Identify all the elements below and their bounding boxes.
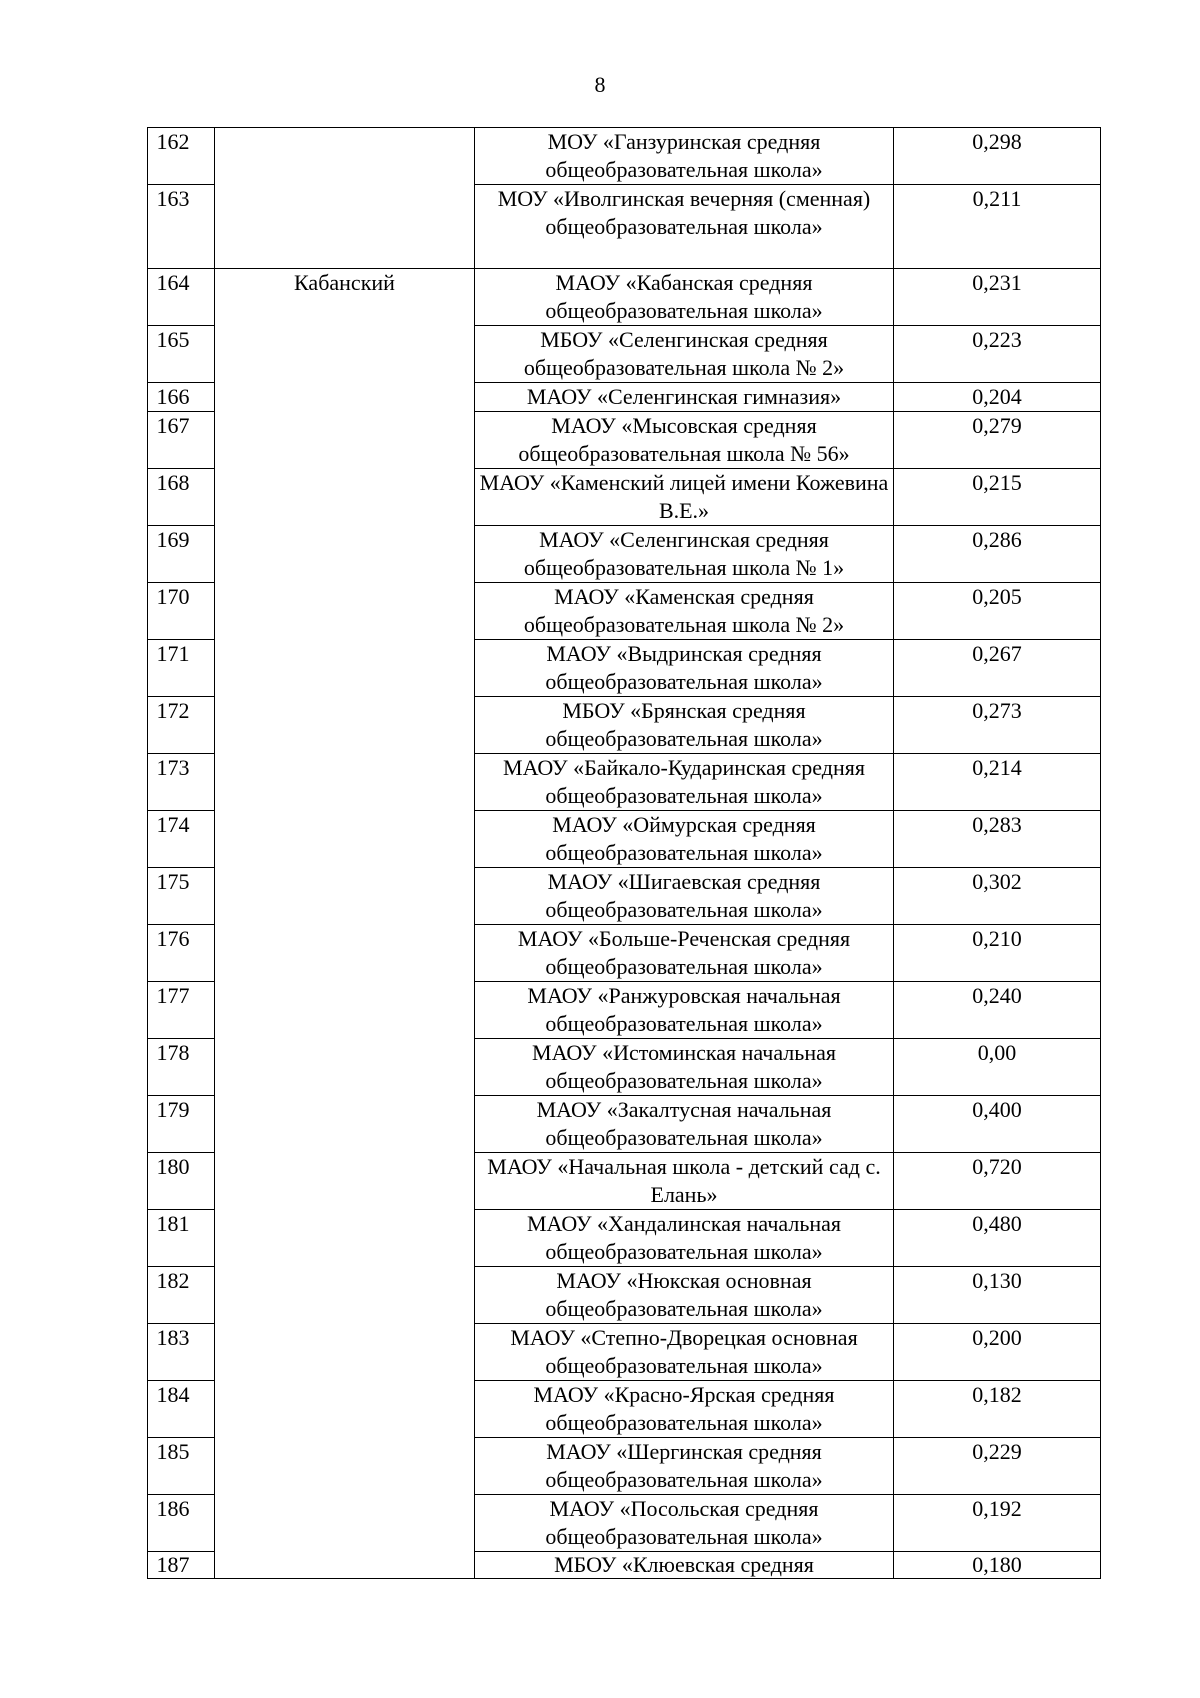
school-name: МАОУ «Степно-Дворецкая основная общеобразовательная школа» <box>475 1324 894 1381</box>
coefficient-value: 0,214 <box>894 754 1101 811</box>
school-name: МАОУ «Ранжуровская начальная общеобразовательная школа» <box>475 982 894 1039</box>
coefficient-value: 0,267 <box>894 640 1101 697</box>
row-number: 167 <box>148 412 215 469</box>
coefficient-value: 0,192 <box>894 1495 1101 1552</box>
school-name: МАОУ «Кабанская средняя общеобразовательная школа» <box>475 269 894 326</box>
school-name: МАОУ «Оймурская средняя общеобразовательная школа» <box>475 811 894 868</box>
school-name: МАОУ «Селенгинская средняя общеобразовательная школа № 1» <box>475 526 894 583</box>
coefficient-value: 0,240 <box>894 982 1101 1039</box>
row-number: 178 <box>148 1039 215 1096</box>
district-cell <box>215 128 475 269</box>
coefficient-value: 0,00 <box>894 1039 1101 1096</box>
school-name: МАОУ «Каменский лицей имени Кожевина В.Е.» <box>475 469 894 526</box>
coefficient-value: 0,210 <box>894 925 1101 982</box>
coefficient-value: 0,480 <box>894 1210 1101 1267</box>
row-number: 182 <box>148 1267 215 1324</box>
row-number: 168 <box>148 469 215 526</box>
schools-table <box>147 127 1101 1579</box>
row-number: 173 <box>148 754 215 811</box>
coefficient-value: 0,720 <box>894 1153 1101 1210</box>
school-name: МАОУ «Каменская средняя общеобразовательная школа № 2» <box>475 583 894 640</box>
school-name: МОУ «Иволгинская вечерняя (сменная) общеобразовательная школа» <box>475 185 894 269</box>
school-name: МАОУ «Красно-Ярская средняя общеобразовательная школа» <box>475 1381 894 1438</box>
table-row <box>148 128 1101 185</box>
row-number: 175 <box>148 868 215 925</box>
row-number: 183 <box>148 1324 215 1381</box>
coefficient-value: 0,286 <box>894 526 1101 583</box>
school-name: МАОУ «Истоминская начальная общеобразовательная школа» <box>475 1039 894 1096</box>
row-number: 166 <box>148 383 215 412</box>
row-number: 185 <box>148 1438 215 1495</box>
table-row <box>148 269 1101 326</box>
coefficient-value: 0,180 <box>894 1552 1101 1579</box>
school-name: МОУ «Ганзуринская средняя общеобразовательная школа» <box>475 128 894 185</box>
school-name: МАОУ «Хандалинская начальная общеобразовательная школа» <box>475 1210 894 1267</box>
school-name: МБОУ «Селенгинская средняя общеобразовательная школа № 2» <box>475 326 894 383</box>
school-name: МАОУ «Мысовская средняя общеобразовательная школа № 56» <box>475 412 894 469</box>
row-number: 181 <box>148 1210 215 1267</box>
school-name: МАОУ «Больше-Реченская средняя общеобразовательная школа» <box>475 925 894 982</box>
coefficient-value: 0,130 <box>894 1267 1101 1324</box>
school-name: МБОУ «Брянская средняя общеобразовательная школа» <box>475 697 894 754</box>
row-number: 177 <box>148 982 215 1039</box>
coefficient-value: 0,400 <box>894 1096 1101 1153</box>
coefficient-value: 0,211 <box>894 185 1101 269</box>
row-number: 171 <box>148 640 215 697</box>
coefficient-value: 0,283 <box>894 811 1101 868</box>
coefficient-value: 0,229 <box>894 1438 1101 1495</box>
row-number: 180 <box>148 1153 215 1210</box>
school-name: МАОУ «Посольская средняя общеобразовательная школа» <box>475 1495 894 1552</box>
school-name: МАОУ «Закалтусная начальная общеобразовательная школа» <box>475 1096 894 1153</box>
row-number: 162 <box>148 128 215 185</box>
page-number: 8 <box>594 72 606 97</box>
school-name: МАОУ «Байкало-Кударинская средняя общеобразовательная школа» <box>475 754 894 811</box>
coefficient-value: 0,302 <box>894 868 1101 925</box>
school-name: МБОУ «Клюевская средняя <box>475 1552 894 1579</box>
row-number: 179 <box>148 1096 215 1153</box>
coefficient-value: 0,273 <box>894 697 1101 754</box>
school-name: МАОУ «Шергинская средняя общеобразовательная школа» <box>475 1438 894 1495</box>
row-number: 163 <box>148 185 215 269</box>
coefficient-value: 0,215 <box>894 469 1101 526</box>
coefficient-value: 0,223 <box>894 326 1101 383</box>
row-number: 169 <box>148 526 215 583</box>
coefficient-value: 0,205 <box>894 583 1101 640</box>
coefficient-value: 0,204 <box>894 383 1101 412</box>
coefficient-value: 0,182 <box>894 1381 1101 1438</box>
row-number: 184 <box>148 1381 215 1438</box>
row-number: 187 <box>148 1552 215 1579</box>
coefficient-value: 0,298 <box>894 128 1101 185</box>
school-name: МАОУ «Начальная школа - детский сад с. Елань» <box>475 1153 894 1210</box>
school-name: МАОУ «Селенгинская гимназия» <box>475 383 894 412</box>
coefficient-value: 0,231 <box>894 269 1101 326</box>
row-number: 165 <box>148 326 215 383</box>
school-name: МАОУ «Шигаевская средняя общеобразовательная школа» <box>475 868 894 925</box>
coefficient-value: 0,200 <box>894 1324 1101 1381</box>
school-name: МАОУ «Нюкская основная общеобразовательная школа» <box>475 1267 894 1324</box>
school-name: МАОУ «Выдринская средняя общеобразовательная школа» <box>475 640 894 697</box>
district-cell: Кабанский <box>215 269 475 1579</box>
row-number: 172 <box>148 697 215 754</box>
coefficient-value: 0,279 <box>894 412 1101 469</box>
row-number: 164 <box>148 269 215 326</box>
row-number: 176 <box>148 925 215 982</box>
row-number: 186 <box>148 1495 215 1552</box>
row-number: 170 <box>148 583 215 640</box>
row-number: 174 <box>148 811 215 868</box>
